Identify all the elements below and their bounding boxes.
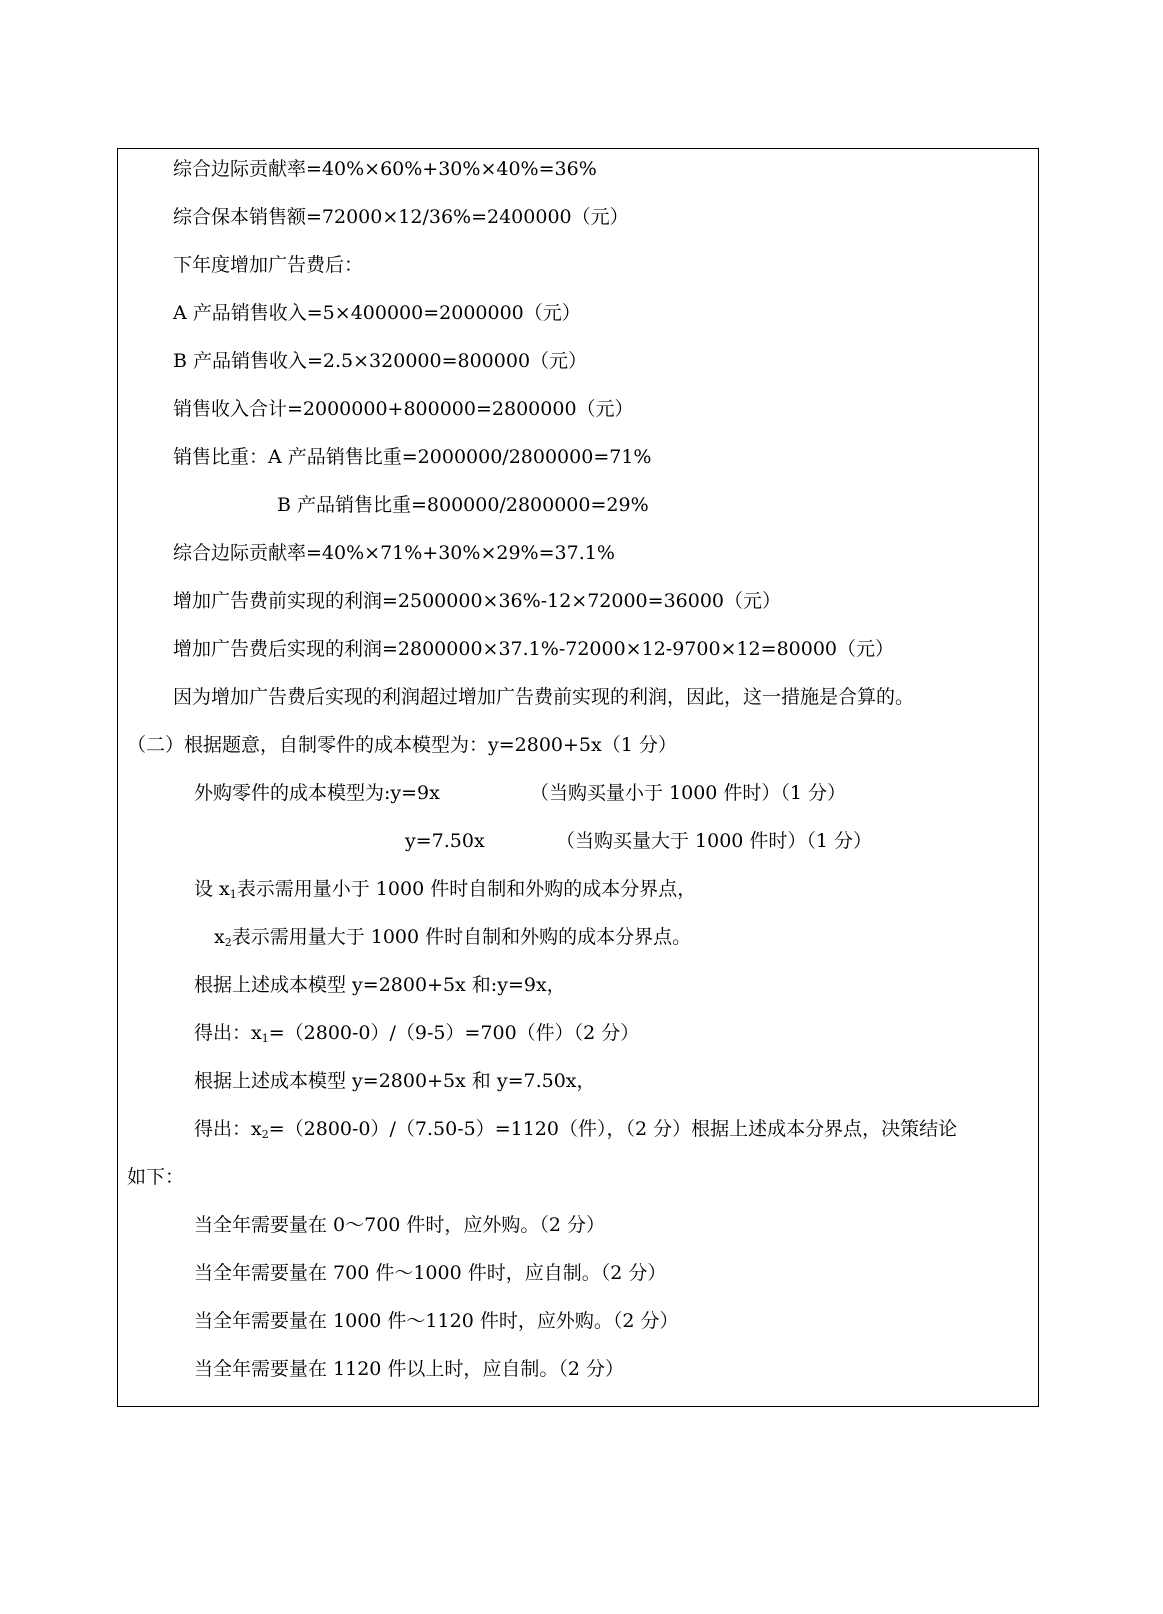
text-line	[194, 1117, 957, 1147]
decision-line: 当全年需要量在 700 件～1000 件时，应自制。（2 分）	[194, 1262, 667, 1284]
text-line: 因为增加广告费后实现的利润超过增加广告费前实现的利润，因此，这一措施是合算的。	[173, 686, 915, 708]
text-fragment: =（2800-0）/（9-5）=700（件）（2 分）	[268, 1022, 640, 1044]
text-line: 综合边际贡献率=40%×60%+30%×40%=36%	[173, 158, 597, 180]
subscript: 1	[261, 1032, 269, 1045]
text-fragment: =（2800-0）/（7.50-5）=1120（件），（2 分）根据上述成本分界点，决策结论	[268, 1118, 958, 1140]
text-line: y=7.50x	[405, 830, 485, 852]
text-line	[194, 1021, 639, 1051]
text-line: 综合边际贡献率=40%×71%+30%×29%=37.1%	[173, 542, 615, 564]
text-line: 外购零件的成本模型为:y=9x	[194, 782, 440, 804]
decision-line: 当全年需要量在 1120 件以上时，应自制。（2 分）	[194, 1358, 625, 1380]
subscript: 2	[224, 936, 232, 949]
text-line: （当购买量小于 1000 件时）（1 分）	[530, 782, 847, 804]
text-fragment: 表示需用量小于 1000 件时自制和外购的成本分界点，	[236, 878, 697, 900]
text-line: 如下：	[127, 1166, 185, 1188]
text-fragment: x	[214, 926, 225, 948]
text-line: 综合保本销售额=72000×12/36%=2400000（元）	[173, 206, 629, 228]
section-heading: （二）根据题意，自制零件的成本模型为：y=2800+5x（1 分）	[127, 734, 677, 756]
text-fragment: 得出：x	[194, 1118, 262, 1140]
text-line	[214, 925, 691, 955]
text-fragment: 表示需用量大于 1000 件时自制和外购的成本分界点。	[231, 926, 692, 948]
subscript: 1	[229, 888, 237, 901]
text-line: B 产品销售比重=800000/2800000=29%	[277, 494, 649, 516]
text-line	[194, 877, 696, 907]
decision-line: 当全年需要量在 0～700 件时，应外购。（2 分）	[194, 1214, 606, 1236]
text-line: 增加广告费前实现的利润=2500000×36%-12×72000=36000（元）	[173, 590, 782, 612]
text-line: 增加广告费后实现的利润=2800000×37.1%-72000×12-9700×12=80000（元）	[173, 638, 895, 660]
text-line: 根据上述成本模型 y=2800+5x 和:y=9x，	[194, 974, 566, 996]
text-line: 销售比重：A 产品销售比重=2000000/2800000=71%	[173, 446, 652, 468]
decision-line: 当全年需要量在 1000 件～1120 件时，应外购。（2 分）	[194, 1310, 679, 1332]
text-line: 根据上述成本模型 y=2800+5x 和 y=7.50x，	[194, 1070, 596, 1092]
text-line: B 产品销售收入=2.5×320000=800000（元）	[173, 350, 588, 372]
text-fragment: 得出：x	[194, 1022, 262, 1044]
text-line: （当购买量大于 1000 件时）（1 分）	[556, 830, 873, 852]
text-line: 销售收入合计=2000000+800000=2800000（元）	[173, 398, 634, 420]
text-line: A 产品销售收入=5×400000=2000000（元）	[173, 302, 581, 324]
text-fragment: 设 x	[194, 878, 230, 900]
subscript: 2	[261, 1128, 269, 1141]
text-line: 下年度增加广告费后：	[173, 254, 364, 276]
